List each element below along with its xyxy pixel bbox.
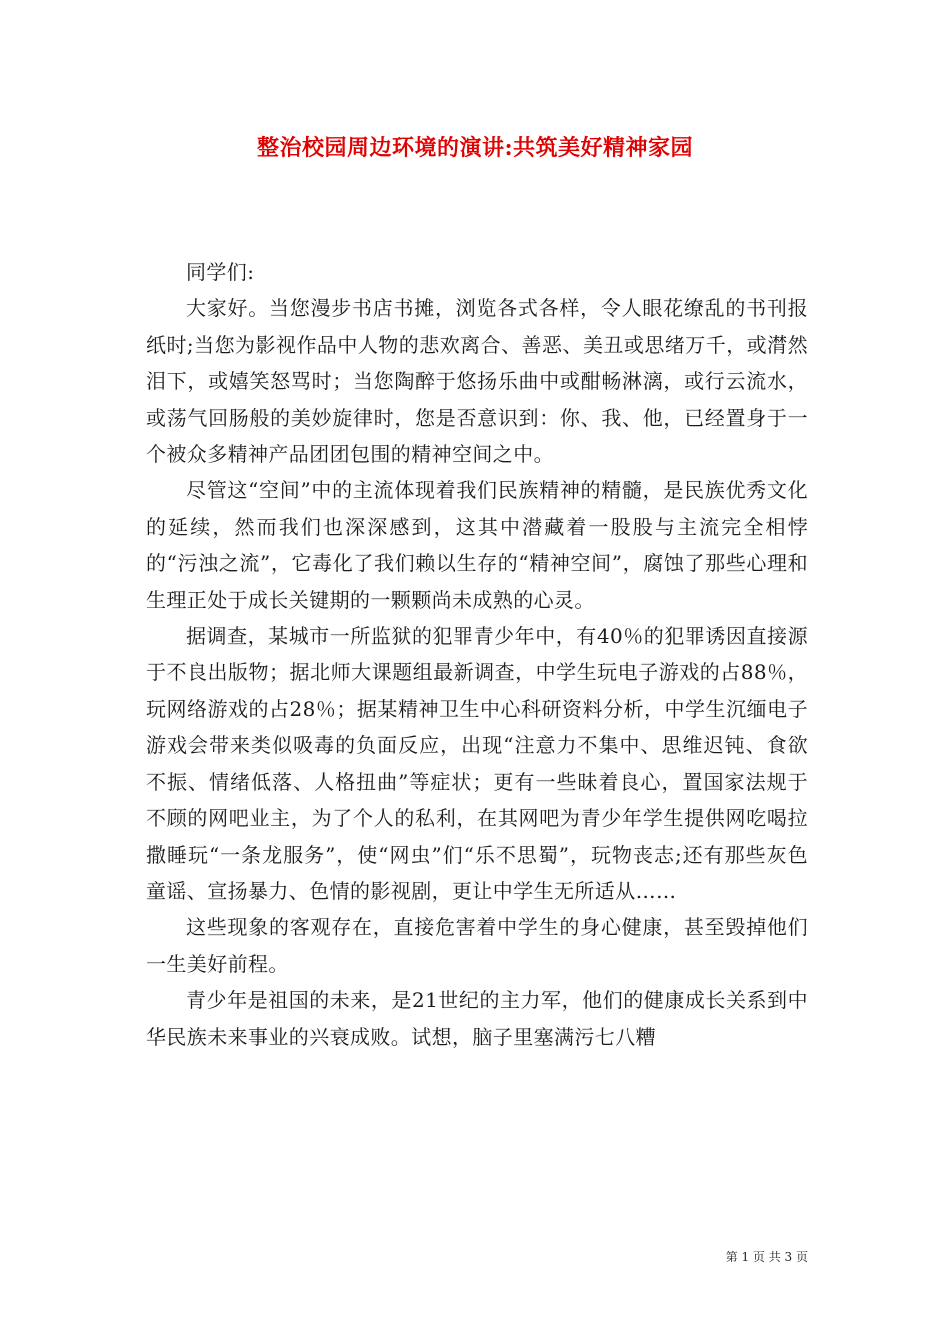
paragraph-5: 青少年是祖国的未来，是21世纪的主力军，他们的健康成长关系到中华民族未来事业的兴衰成败。试想，脑子里塞满污七八糟 bbox=[146, 988, 808, 1049]
paragraph-1: 大家好。当您漫步书店书摊，浏览各式各样，令人眼花缭乱的书刊报纸时;当您为影视作品中人物的悲欢离合、善恶、美丑或思绪万千，或潸然泪下，或嬉笑怒骂时；当您陶醉于悠扬乐曲中或酣畅淋漓，或行云流水，或荡气回肠般的美妙旋律时，您是否意识到：你、我、他，已经置身于一个被众多精神产品团团包围的精神空间之中。 bbox=[146, 296, 808, 467]
paragraph-2: 尽管这“空间”中的主流体现着我们民族精神的精髓，是民族优秀文化的延续，然而我们也深深感到，这其中潜藏着一股股与主流完全相悖的“污浊之流”，它毒化了我们赖以生存的“精神空间”，腐蚀了那些心理和生理正处于成长关键期的一颗颗尚未成熟的心灵。 bbox=[146, 478, 808, 612]
document-body bbox=[146, 254, 808, 1055]
document-title: 整治校园周边环境的演讲:共筑美好精神家园 bbox=[256, 135, 694, 161]
page-footer bbox=[726, 1248, 808, 1266]
paragraph-4: 这些现象的客观存在，直接危害着中学生的身心健康，甚至毁掉他们一生美好前程。 bbox=[146, 915, 808, 976]
page-number-label: 第 1 页 共 3 页 bbox=[725, 1250, 808, 1264]
paragraph-3: 据调查，某城市一所监狱的犯罪青少年中，有40％的犯罪诱因直接源于不良出版物；据北师大课题组最新调查，中学生玩电子游戏的占88％，玩网络游戏的占28％；据某精神卫生中心科研资料分析，中学生沉缅电子游戏会带来类似吸毒的负面反应，出现“注意力不集中、思维迟钝、食欲不振、情绪低落、人格扭曲”等症状；更有一些昧着良心，置国家法规于不顾的网吧业主，为了个人的私利，在其网吧为青少年学生提供网吃喝拉撒睡玩“一条龙服务”，使“网虫”们“乐不思蜀”，玩物丧志;还有那些灰色童谣、宣扬暴力、色情的影视剧，更让中学生无所适从…… bbox=[146, 624, 808, 903]
salutation-paragraph: 同学们: bbox=[186, 260, 255, 284]
